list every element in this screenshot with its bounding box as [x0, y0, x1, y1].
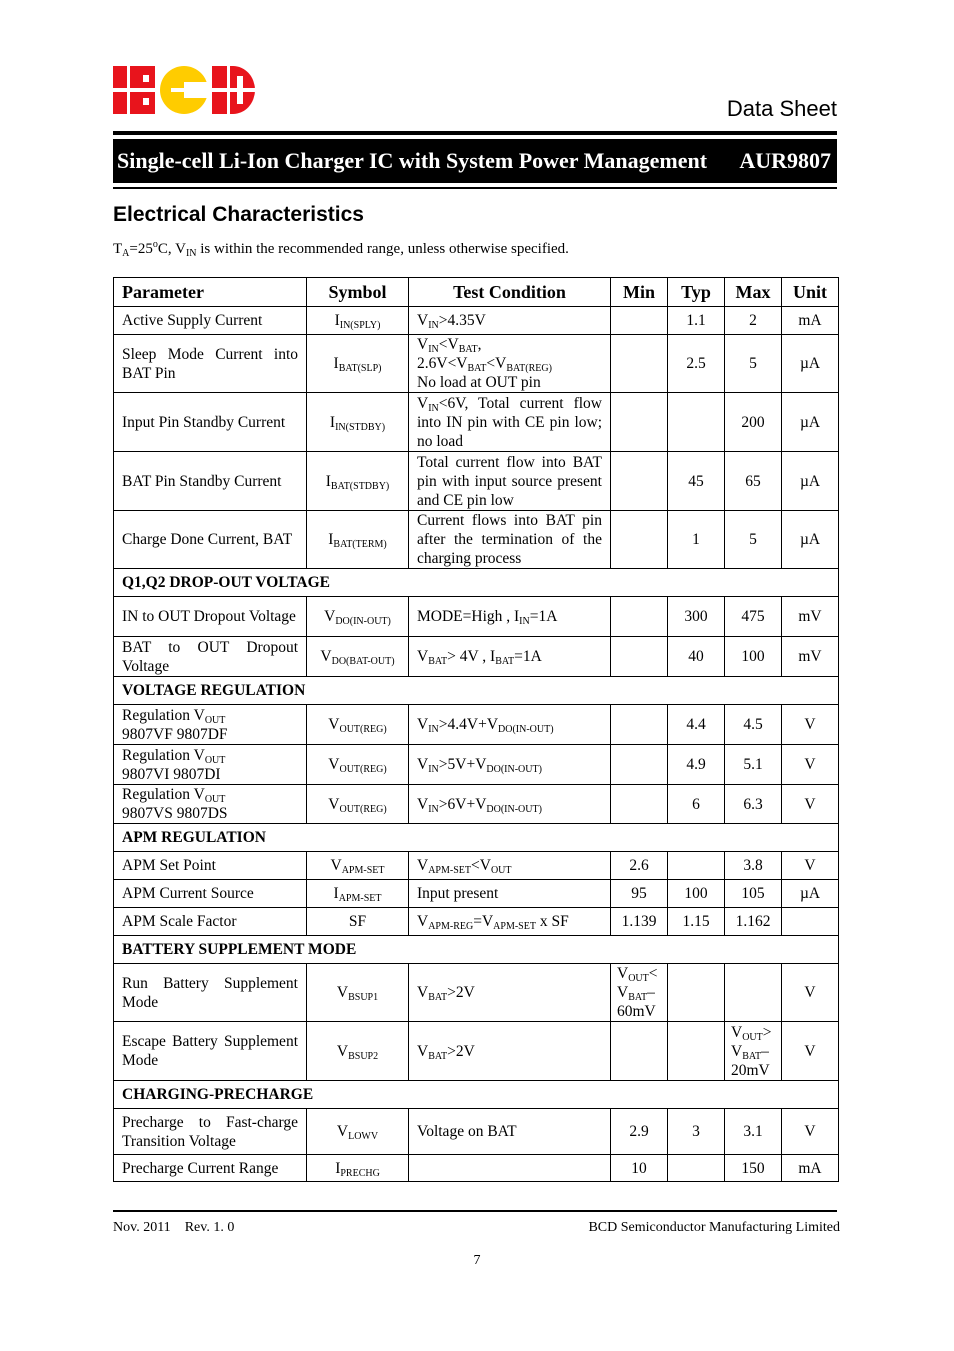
doc-type-label: Data Sheet: [726, 96, 837, 121]
table-row: [114, 452, 839, 511]
table-row: [114, 705, 839, 745]
col-header-typ: Typ: [668, 278, 725, 307]
section-heading: Electrical Characteristics: [113, 203, 364, 226]
cell-parameter: Regulation $V_{OUT}$ 9807VI 9807DI: [114, 745, 307, 785]
cell-parameter: Sleep Mode Current into BAT Pin: [114, 335, 307, 393]
electrical-characteristics-table: [113, 277, 839, 1182]
cell-typ: [668, 1155, 725, 1182]
cell-unit: mA: [782, 307, 839, 335]
table-row: [114, 1109, 839, 1155]
table-row: [114, 880, 839, 908]
cell-min: [611, 511, 668, 569]
section-title-battery-supplement: BATTERY SUPPLEMENT MODE: [114, 936, 839, 964]
cell-symbol: $V_{BSUP2}$: [307, 1022, 409, 1081]
cell-max: 1.162: [725, 908, 782, 936]
cell-unit: mA: [782, 1155, 839, 1182]
cell-symbol: $I_{PRECHG}$: [307, 1155, 409, 1182]
cell-unit: V: [782, 852, 839, 880]
cell-max: 3.1: [725, 1109, 782, 1155]
cell-min: 2.6: [611, 852, 668, 880]
page-number: 7: [473, 1253, 481, 1268]
cell-parameter: Input Pin Standby Current: [114, 393, 307, 452]
header-rule-bottom: [113, 187, 837, 189]
cell-symbol: $V_{DO(IN-OUT)}$: [307, 597, 409, 637]
cell-min: 10: [611, 1155, 668, 1182]
col-header-unit: Unit: [782, 278, 839, 307]
cell-min: [611, 307, 668, 335]
cell-typ: 4.9: [668, 745, 725, 785]
cell-test-condition: $V_{IN}<V_{BAT}$, $2.6V<V_{BAT}<V_{BAT(REG)}$ No load at OUT pin: [409, 335, 611, 393]
section-row: [114, 569, 839, 597]
section-row: [114, 677, 839, 705]
cell-max: 5: [725, 511, 782, 569]
cell-min: [611, 1022, 668, 1081]
col-header-test-condition: Test Condition: [409, 278, 611, 307]
cell-parameter: APM Current Source: [114, 880, 307, 908]
cell-min: [611, 705, 668, 745]
cell-typ: 6: [668, 785, 725, 824]
section-title-charging-precharge: CHARGING-PRECHARGE: [114, 1081, 839, 1109]
cell-test-condition: Total current flow into BAT pin with input source present and CE pin low: [409, 452, 611, 511]
cell-symbol: $I_{BAT(STDBY)}$: [307, 452, 409, 511]
cell-max: 100: [725, 637, 782, 677]
cell-symbol: $V_{LOWV}$: [307, 1109, 409, 1155]
cell-unit: [782, 908, 839, 936]
cell-symbol: $V_{APM-SET}$: [307, 852, 409, 880]
table-row: [114, 852, 839, 880]
cell-test-condition: $V_{IN}<6V$, Total current flow into IN pin with CE pin low; no load: [409, 393, 611, 452]
cell-min: [611, 335, 668, 393]
cell-unit: µA: [782, 452, 839, 511]
table-row: [114, 745, 839, 785]
table-header-row: [114, 278, 839, 307]
title-banner: [113, 139, 837, 183]
cell-symbol: $I_{APM-SET}$: [307, 880, 409, 908]
section-row: [114, 824, 839, 852]
cell-min: [611, 393, 668, 452]
table-row: [114, 964, 839, 1022]
cell-test-condition: $V_{IN}>4.35V$: [409, 307, 611, 335]
cell-min: 2.9: [611, 1109, 668, 1155]
cell-parameter: Run Battery Supplement Mode: [114, 964, 307, 1022]
cell-typ: 45: [668, 452, 725, 511]
cell-min: [611, 785, 668, 824]
col-header-symbol: Symbol: [307, 278, 409, 307]
cell-max: 105: [725, 880, 782, 908]
cell-test-condition: $V_{IN}>4.4V+V_{DO(IN-OUT)}$: [409, 705, 611, 745]
cell-typ: [668, 852, 725, 880]
cell-max: 5: [725, 335, 782, 393]
section-title-apm-regulation: APM REGULATION: [114, 824, 839, 852]
cell-test-condition: Input present: [409, 880, 611, 908]
cell-test-condition: $V_{IN}>5V+V_{DO(IN-OUT)}$: [409, 745, 611, 785]
cell-max: 65: [725, 452, 782, 511]
table-row: [114, 597, 839, 637]
cell-symbol: $I_{BAT(SLP)}$: [307, 335, 409, 393]
cell-unit: V: [782, 964, 839, 1022]
col-header-min: Min: [611, 278, 668, 307]
cell-max: 150: [725, 1155, 782, 1182]
cell-typ: 1.15: [668, 908, 725, 936]
cell-max: [725, 964, 782, 1022]
section-row: [114, 936, 839, 964]
footer-rev: Rev. 1. 0: [184, 1220, 235, 1235]
cell-parameter: Precharge to Fast-charge Transition Voltage: [114, 1109, 307, 1155]
col-header-parameter: Parameter: [114, 278, 307, 307]
footer-date-rev: [113, 1220, 234, 1236]
section-row: [114, 1081, 839, 1109]
cell-max: 3.8: [725, 852, 782, 880]
test-conditions-note: $T_A=25^oC$, $V_{IN}$ is within the recommended range, unless otherwise specified.: [113, 239, 569, 259]
cell-min: $V_{OUT}<$ $V_{BAT}-$ 60mV: [611, 964, 668, 1022]
cell-unit: V: [782, 705, 839, 745]
cell-test-condition: $V_{APM-REG}=V_{APM-SET}$ x SF: [409, 908, 611, 936]
cell-typ: 1.1: [668, 307, 725, 335]
section-title-voltage-regulation: VOLTAGE REGULATION: [114, 677, 839, 705]
cell-unit: µA: [782, 880, 839, 908]
cell-symbol: $I_{BAT(TERM)}$: [307, 511, 409, 569]
cell-parameter: BAT to OUT Dropout Voltage: [114, 637, 307, 677]
table-row: [114, 511, 839, 569]
table-row: [114, 637, 839, 677]
cell-symbol: $V_{BSUP1}$: [307, 964, 409, 1022]
cell-test-condition: $V_{BAT}>2V$: [409, 964, 611, 1022]
col-header-max: Max: [725, 278, 782, 307]
cell-parameter: Charge Done Current, BAT: [114, 511, 307, 569]
cell-typ: 2.5: [668, 335, 725, 393]
cell-min: [611, 637, 668, 677]
cell-parameter: APM Scale Factor: [114, 908, 307, 936]
cell-test-condition: [409, 1155, 611, 1182]
footer-rule: [113, 1210, 837, 1212]
cell-parameter: Escape Battery Supplement Mode: [114, 1022, 307, 1081]
cell-typ: 40: [668, 637, 725, 677]
cell-max: 6.3: [725, 785, 782, 824]
cell-unit: V: [782, 1109, 839, 1155]
cell-unit: µA: [782, 393, 839, 452]
cell-symbol: $I_{IN(SPLY)}$: [307, 307, 409, 335]
cell-unit: V: [782, 745, 839, 785]
cell-min: [611, 745, 668, 785]
part-number: AUR9807: [739, 148, 831, 173]
cell-typ: 4.4: [668, 705, 725, 745]
cell-max: $V_{OUT}>$ $V_{BAT}-$ 20mV: [725, 1022, 782, 1081]
cell-test-condition: Current flows into BAT pin after the termination of the charging process: [409, 511, 611, 569]
cell-parameter: APM Set Point: [114, 852, 307, 880]
cell-unit: mV: [782, 637, 839, 677]
cell-parameter: Precharge Current Range: [114, 1155, 307, 1182]
cell-max: 2: [725, 307, 782, 335]
table-row: [114, 1155, 839, 1182]
doc-title: Single-cell Li-Ion Charger IC with System Power Management: [117, 148, 708, 173]
cell-min: [611, 597, 668, 637]
cell-unit: µA: [782, 511, 839, 569]
cell-test-condition: $V_{APM-SET}<V_{OUT}$: [409, 852, 611, 880]
cell-typ: [668, 964, 725, 1022]
cell-typ: [668, 1022, 725, 1081]
cell-test-condition: MODE=High , $I_{IN}=1A$: [409, 597, 611, 637]
cell-symbol: $I_{IN(STDBY)}$: [307, 393, 409, 452]
table-row: [114, 307, 839, 335]
cell-parameter: BAT Pin Standby Current: [114, 452, 307, 511]
cell-max: 200: [725, 393, 782, 452]
cell-symbol: SF: [307, 908, 409, 936]
table-row: [114, 908, 839, 936]
footer-date: Nov. 2011: [113, 1220, 171, 1235]
cell-max: 475: [725, 597, 782, 637]
bcd-logo: [113, 66, 255, 114]
table-row: [114, 1022, 839, 1081]
cell-parameter: Regulation $V_{OUT}$ 9807VS 9807DS: [114, 785, 307, 824]
cell-min: 95: [611, 880, 668, 908]
cell-typ: 300: [668, 597, 725, 637]
cell-typ: [668, 393, 725, 452]
cell-test-condition: $V_{BAT}> 4V$ , $I_{BAT}=1A$: [409, 637, 611, 677]
table-row: [114, 785, 839, 824]
cell-max: 5.1: [725, 745, 782, 785]
cell-typ: 1: [668, 511, 725, 569]
footer-company: BCD Semiconductor Manufacturing Limited: [588, 1220, 840, 1235]
cell-typ: 3: [668, 1109, 725, 1155]
table-row: [114, 393, 839, 452]
cell-parameter: IN to OUT Dropout Voltage: [114, 597, 307, 637]
cell-test-condition: Voltage on BAT: [409, 1109, 611, 1155]
cell-unit: µA: [782, 335, 839, 393]
cell-unit: V: [782, 785, 839, 824]
cell-min: [611, 452, 668, 511]
table-row: [114, 335, 839, 393]
cell-unit: V: [782, 1022, 839, 1081]
cell-parameter: Active Supply Current: [114, 307, 307, 335]
cell-min: 1.139: [611, 908, 668, 936]
cell-test-condition: $V_{IN}>6V+V_{DO(IN-OUT)}$: [409, 785, 611, 824]
cell-typ: 100: [668, 880, 725, 908]
cell-test-condition: $V_{BAT}>2V$: [409, 1022, 611, 1081]
section-title-dropout: Q1,Q2 DROP-OUT VOLTAGE: [114, 569, 839, 597]
cell-symbol: $V_{DO(BAT-OUT)}$: [307, 637, 409, 677]
header-rule: [113, 131, 837, 135]
cell-unit: mV: [782, 597, 839, 637]
cell-symbol: $V_{OUT(REG)}$: [307, 705, 409, 745]
cell-symbol: $V_{OUT(REG)}$: [307, 785, 409, 824]
cell-max: 4.5: [725, 705, 782, 745]
cell-parameter: Regulation $V_{OUT}$ 9807VF 9807DF: [114, 705, 307, 745]
cell-symbol: $V_{OUT(REG)}$: [307, 745, 409, 785]
